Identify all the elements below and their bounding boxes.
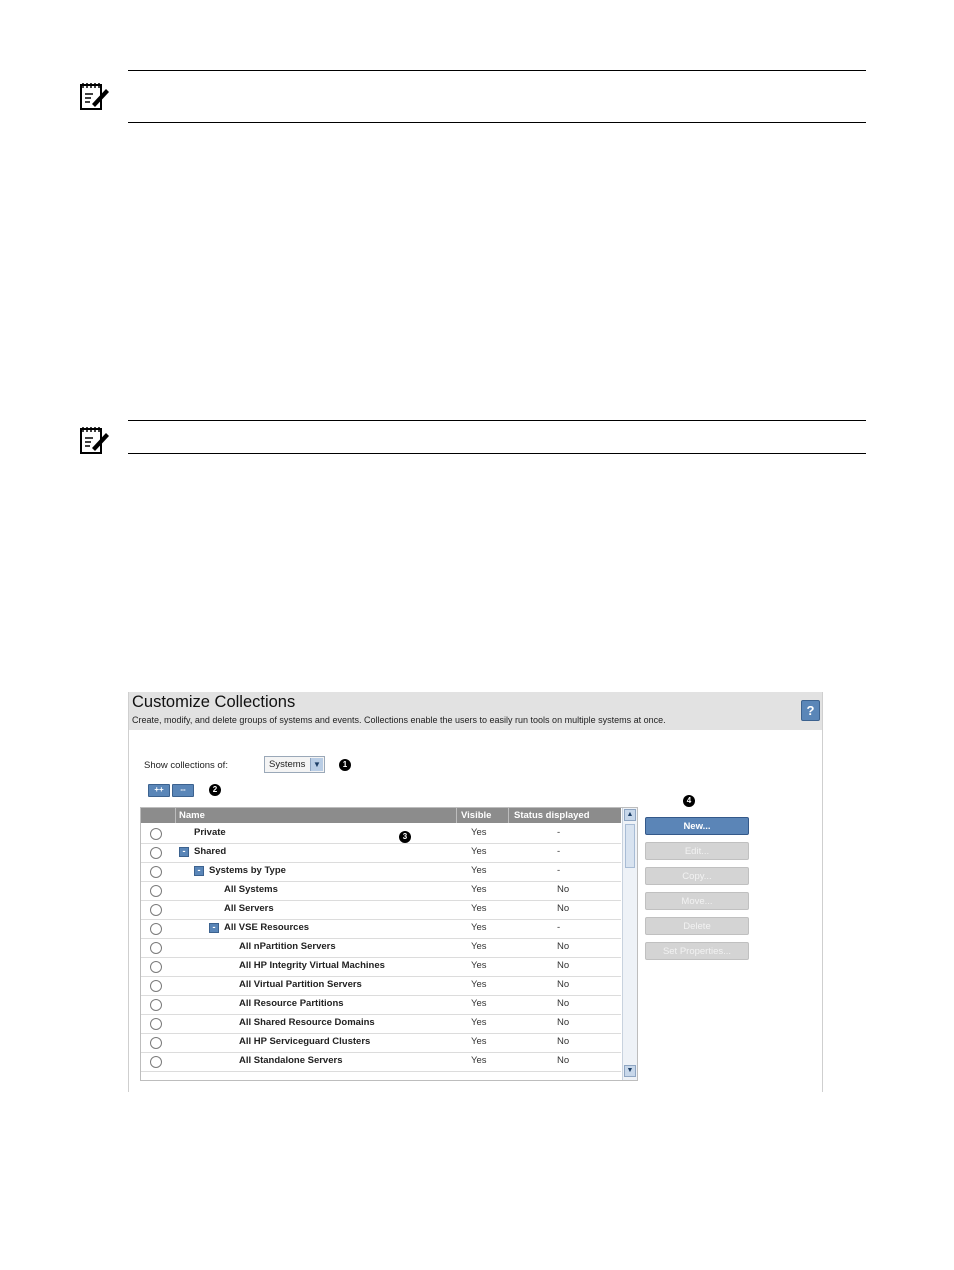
row-status-displayed: No [557, 1017, 570, 1028]
row-visible: Yes [471, 1036, 487, 1047]
panel-header [129, 692, 822, 730]
row-name: All Virtual Partition Servers [239, 979, 362, 990]
row-status-displayed: - [557, 865, 561, 876]
row-visible: Yes [471, 903, 487, 914]
row-visible: Yes [471, 884, 487, 895]
edit-button[interactable]: Edit... [645, 842, 749, 860]
row-radio[interactable] [150, 1056, 162, 1068]
row-status-displayed: No [557, 941, 570, 952]
collection-type-select[interactable] [264, 756, 325, 773]
row-name: Private [194, 827, 226, 838]
table-row[interactable] [141, 843, 621, 863]
row-visible: Yes [471, 827, 487, 838]
row-name: Shared [194, 846, 227, 857]
row-name: All Servers [224, 903, 274, 914]
collapse-all-button[interactable]: -- [172, 784, 194, 797]
row-visible: Yes [471, 960, 487, 971]
table-row[interactable] [141, 938, 621, 958]
row-radio[interactable] [150, 1037, 162, 1049]
row-name: Systems by Type [209, 865, 286, 876]
row-name: All Shared Resource Domains [239, 1017, 375, 1028]
row-name: All HP Serviceguard Clusters [239, 1036, 371, 1047]
table-row[interactable] [141, 824, 621, 844]
row-name: All HP Integrity Virtual Machines [239, 960, 385, 971]
table-scrollbar[interactable] [622, 808, 637, 1080]
note-bottom-rule [128, 453, 866, 454]
row-visible: Yes [471, 979, 487, 990]
note-top-rule [128, 70, 866, 71]
row-radio[interactable] [150, 866, 162, 878]
callout-1: 1 [339, 759, 351, 771]
row-radio[interactable] [150, 828, 162, 840]
row-radio[interactable] [150, 904, 162, 916]
note-icon [78, 424, 110, 456]
row-visible: Yes [471, 941, 487, 952]
row-status-displayed: No [557, 998, 570, 1009]
move-button[interactable]: Move... [645, 892, 749, 910]
row-radio[interactable] [150, 961, 162, 973]
scroll-down-arrow-icon[interactable]: ▼ [624, 1065, 636, 1077]
help-icon[interactable]: ? [801, 700, 820, 721]
scroll-up-arrow-icon[interactable]: ▲ [624, 809, 636, 821]
table-row[interactable] [141, 1033, 621, 1053]
row-status-displayed: No [557, 1055, 570, 1066]
row-name: All Systems [224, 884, 278, 895]
table-row[interactable] [141, 1052, 621, 1072]
row-radio[interactable] [150, 942, 162, 954]
row-status-displayed: - [557, 922, 561, 933]
table-row[interactable] [141, 995, 621, 1015]
row-radio[interactable] [150, 999, 162, 1011]
dropdown-arrow-icon: ▼ [310, 758, 323, 771]
callout-2: 2 [209, 784, 221, 796]
row-name: All nPartition Servers [239, 941, 336, 952]
row-radio[interactable] [150, 923, 162, 935]
table-row[interactable] [141, 919, 621, 939]
row-radio[interactable] [150, 980, 162, 992]
show-collections-label: Show collections of: [144, 760, 228, 771]
page-title: Customize Collections [132, 693, 296, 711]
table-row[interactable] [141, 862, 621, 882]
callout-3: 3 [399, 831, 411, 843]
table-row[interactable] [141, 900, 621, 920]
copy-button[interactable]: Copy... [645, 867, 749, 885]
row-status-displayed: No [557, 960, 570, 971]
row-radio[interactable] [150, 1018, 162, 1030]
table-row[interactable] [141, 976, 621, 996]
row-name: All Standalone Servers [239, 1055, 343, 1066]
row-visible: Yes [471, 922, 487, 933]
collections-table [140, 807, 638, 1081]
row-status-displayed: - [557, 827, 561, 838]
row-visible: Yes [471, 865, 487, 876]
callout-4: 4 [683, 795, 695, 807]
collapse-icon[interactable]: - [209, 923, 219, 933]
column-header-status[interactable]: Status displayed [514, 810, 590, 821]
column-header-name[interactable]: Name [179, 810, 205, 821]
table-row[interactable] [141, 881, 621, 901]
note-icon [78, 80, 110, 112]
row-visible: Yes [471, 998, 487, 1009]
set-properties-button[interactable]: Set Properties... [645, 942, 749, 960]
row-status-displayed: No [557, 903, 570, 914]
page-description: Create, modify, and delete groups of systems and events. Collections enable the users to easily run tools on multiple systems at once. [132, 715, 666, 725]
row-status-displayed: No [557, 979, 570, 990]
row-radio[interactable] [150, 847, 162, 859]
table-row[interactable] [141, 1014, 621, 1034]
row-status-displayed: No [557, 884, 570, 895]
column-header-visible[interactable]: Visible [461, 810, 492, 821]
expand-all-button[interactable]: ++ [148, 784, 170, 797]
row-visible: Yes [471, 1017, 487, 1028]
table-header [141, 808, 621, 823]
collapse-icon[interactable]: - [179, 847, 189, 857]
scrollbar-thumb[interactable] [625, 824, 635, 868]
row-status-displayed: No [557, 1036, 570, 1047]
row-name: All Resource Partitions [239, 998, 344, 1009]
row-name: All VSE Resources [224, 922, 310, 933]
row-radio[interactable] [150, 885, 162, 897]
note-bottom-rule [128, 122, 866, 123]
collection-type-value: Systems [269, 759, 306, 770]
row-status-displayed: - [557, 846, 561, 857]
customize-collections-panel [128, 692, 823, 1092]
note-top-rule [128, 420, 866, 421]
row-visible: Yes [471, 846, 487, 857]
row-visible: Yes [471, 1055, 487, 1066]
new-button[interactable]: New... [645, 817, 749, 835]
table-row[interactable] [141, 957, 621, 977]
collapse-icon[interactable]: - [194, 866, 204, 876]
delete-button[interactable]: Delete [645, 917, 749, 935]
